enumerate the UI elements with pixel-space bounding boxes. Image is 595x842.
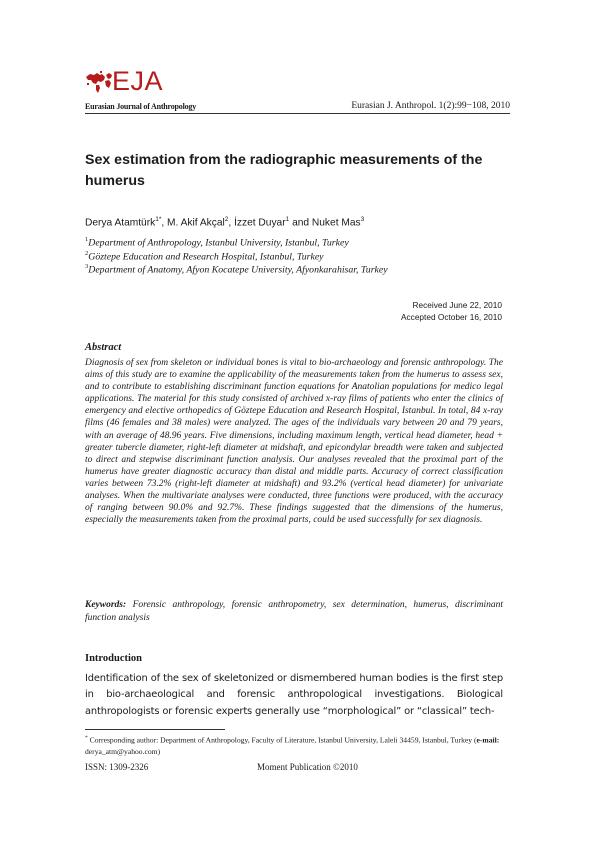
issn: ISSN: 1309-2326: [85, 762, 149, 772]
footnote-divider: [85, 729, 225, 730]
introduction-heading: Introduction: [85, 653, 142, 664]
accepted-date: Accepted October 16, 2010: [400, 312, 502, 322]
author-name: M. Akif Akçal: [167, 217, 225, 229]
author-sup: 2: [224, 216, 229, 223]
received-date: Received June 22, 2010: [412, 300, 502, 310]
email-label: e-mail:: [476, 735, 500, 745]
affiliation-text: Department of Anthropology, Istanbul University, Istanbul, Turkey: [88, 237, 349, 249]
footnote-text: Corresponding author: Department of Anthropology, Faculty of Literature, Istanbul University, Laleli 34459, Istanbul, Turkey (: [87, 735, 477, 745]
footnote-marker: *: [85, 735, 88, 741]
affiliation: [85, 236, 349, 248]
keywords-label: Keywords:: [85, 600, 127, 610]
world-map-icon: [86, 71, 112, 93]
author-list: Derya Atamtürk$^{1*}$, M. Akif Akçal$^2$, İzzet Duyar$^1$ and Nuket Mas$^3$: [85, 216, 365, 229]
abstract-text: Diagnosis of sex from skeleton or individual bones is vital to bio-archaeology and forensic anthropology. The aims of this study are to examine the applicability of the measurements taken from the humerus to assess sex, and to contribute to establishing discriminant function equations for Anatolian populations for medico legal applications. The material for this study consisted of archived x-ray films of patients who enter the clinics of emergency and elective orthopedics of Göztepe Education and Research Hospital, Istanbul. In total, 84 x-ray films (46 females and 38 males) were analyzed. The ages of the individuals vary between 20 and 79 years, with an average of 48.96 years. Five dimensions, including maximum length, vertical head diameter, head + greater tubercle diameter, right-left diameter at midshaft, and epicondylar breadth were taken and subjected to direct and stepwise discriminant function analysis. Our analyses revealed that the proximal part of the humerus have greater diagnostic accuracy than distal and middle parts. Accuracy of correct classification varies between 73.2% (right-left diameter at midshaft) and 93.2% (vertical head diameter) for univariate analyses. When the multivariate analyses were conducted, three functions were produced, with the accuracy of ranging between 90.0% and 92.7%. These findings suggested that the dimensions of the humerus, especially the measurements taken from the proximal parts, could be used successfully for sex diagnosis.: [85, 358, 503, 526]
introduction-text: Identification of the sex of skeletonized or dismembered human bodies is the first step in bio-archaeological and forensic anthropological investigations. Biological anthropologists or forensic experts generally use “morphological” or “classical” tech-: [85, 673, 503, 717]
email-address: derya_atm@yahoo.com): [85, 746, 161, 756]
author-sup: 1*: [155, 216, 162, 223]
author-separator: and: [289, 217, 312, 229]
journal-name: Eurasian Journal of Anthropology: [85, 102, 197, 111]
article-title: Sex estimation from the radiographic measurements of the humerus: [85, 152, 483, 189]
affiliation-text: Department of Anatomy, Afyon Kocatepe University, Afyonkarahisar, Turkey: [88, 264, 388, 276]
affiliation: [85, 250, 324, 262]
logo-text: EJA: [112, 66, 164, 96]
affiliation-sup: 2: [85, 250, 89, 257]
affiliation-text: Göztepe Education and Research Hospital, Istanbul, Turkey: [88, 251, 324, 263]
author-name: İzzet Duyar: [234, 217, 286, 229]
author-name: Derya Atamtürk: [85, 217, 156, 229]
footnote: [85, 733, 505, 757]
keywords-text: Forensic anthropology, forensic anthropometry, sex determination, humerus, discriminant function analysis: [85, 600, 503, 623]
affiliation-sup: 1: [85, 236, 89, 243]
author-name: Nuket Mas: [311, 217, 361, 229]
abstract-heading: Abstract: [85, 342, 122, 353]
author-sup: 3: [360, 216, 365, 223]
citation: Eurasian J. Anthropol. 1(2):99−108, 2010: [351, 101, 510, 111]
header-divider: [85, 113, 510, 114]
author-sup: 1: [285, 216, 290, 223]
keywords: [85, 599, 503, 624]
affiliation-sup: 3: [85, 263, 89, 270]
affiliation: [85, 263, 388, 275]
publisher: Moment Publication ©2010: [257, 762, 358, 772]
